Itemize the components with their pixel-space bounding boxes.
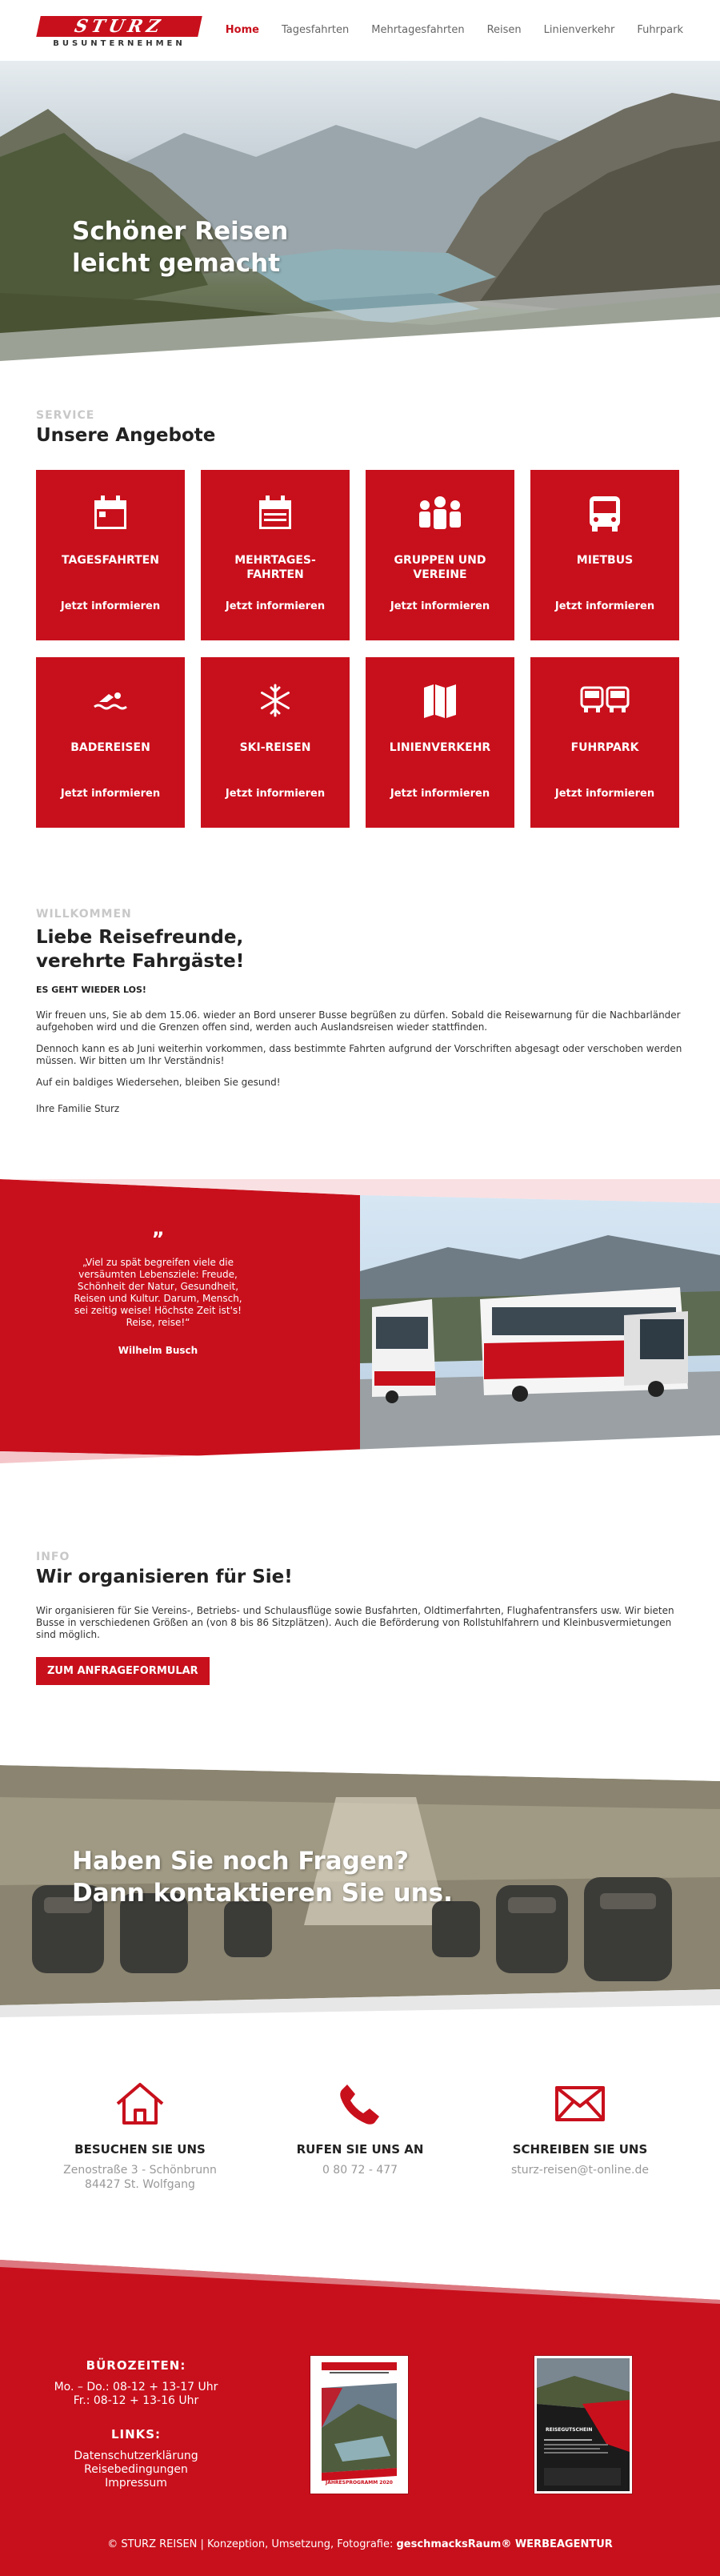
footer-edge — [0, 2256, 720, 2304]
hero-title — [72, 215, 288, 279]
service-card-fuhrpark[interactable] — [530, 657, 679, 828]
welcome-title-line-2: verehrte Fahrgäste! — [36, 951, 245, 972]
quote-text: „Viel zu spät begreifen viele die versäumten Lebensziele: Freude, Schönheit der Natur, Gesundheit, Reisen und Kultur. Darum, Mensch, sei zeitig weise! Höchste Zeit ist's! Reise, reise!“ — [74, 1257, 242, 1328]
map-icon — [366, 683, 514, 721]
hero-title-line-2: leicht gemacht — [72, 249, 281, 278]
office-hours-line-1: Mo. – Do.: 08-12 + 13-17 Uhr — [54, 2381, 218, 2393]
welcome-title-line-1: Liebe Reisefreunde, — [36, 927, 244, 948]
contact-banner-title — [72, 1845, 453, 1909]
links-title: LINKS: — [110, 2427, 162, 2442]
nav-home[interactable]: Home — [225, 24, 259, 36]
buses-icon — [530, 683, 679, 721]
brochure-caption: JAHRESPROGRAMM 2020 — [326, 2480, 393, 2486]
service-card-title: LINIENVERKEHR — [389, 741, 491, 754]
welcome-paragraph-1: Wir freuen uns, Sie ab dem 15.06. wieder an Bord unserer Busse begrüßen zu dürfen. Sobald die Reisewarnung für die Nachbarländer aufgehoben wird und die Grenzen offen sind, werden auch Auslandsreisen wieder stattfinden. — [36, 1009, 681, 1033]
service-card-mietbus[interactable] — [530, 470, 679, 640]
info-section — [0, 1483, 720, 1685]
nav-mehrtagesfahrten[interactable]: Mehrtagesfahrten — [371, 24, 465, 36]
services-title: Unsere Angebote — [36, 425, 216, 446]
logo[interactable] — [38, 16, 200, 48]
bus-icon — [530, 496, 679, 534]
quote-mark-icon: ” — [151, 1228, 165, 1250]
mountain-lake-image — [0, 61, 720, 361]
home-icon — [36, 2080, 244, 2128]
services-kicker: SERVICE — [36, 409, 95, 422]
service-card-link[interactable]: Jetzt informieren — [554, 788, 655, 800]
calendar-icon — [36, 496, 185, 534]
footer-info — [48, 2358, 224, 2490]
office-hours-line-2: Fr.: 08-12 + 13-16 Uhr — [73, 2394, 199, 2407]
service-card-link[interactable]: Jetzt informieren — [60, 788, 161, 800]
service-card-title: TAGESFAHRTEN — [62, 554, 159, 567]
welcome-section — [0, 828, 720, 1115]
contact-visit — [36, 2080, 244, 2192]
group-icon — [366, 496, 514, 534]
contact-call-title: RUFEN SIE UNS AN — [296, 2142, 424, 2157]
voucher-title: REISEGUTSCHEIN — [546, 2427, 593, 2433]
info-kicker: INFO — [36, 1551, 70, 1563]
mail-icon — [476, 2080, 684, 2128]
logo-wordmark: STURZ — [36, 16, 202, 37]
contact-call — [256, 2080, 464, 2192]
info-title: Wir organisieren für Sie! — [36, 1567, 293, 1587]
service-card-title: FUHRPARK — [570, 741, 639, 754]
service-card-title: SKI-REISEN — [239, 741, 311, 754]
service-card-link[interactable]: Jetzt informieren — [390, 788, 490, 800]
contact-banner — [0, 1765, 720, 2025]
service-card-ski-reisen[interactable] — [201, 657, 350, 828]
welcome-kicker: WILLKOMMEN — [36, 908, 132, 921]
welcome-paragraph-3: Auf ein baldiges Wiedersehen, bleiben Sie gesund! — [36, 1077, 281, 1088]
services-section — [0, 361, 720, 828]
quote-banner — [0, 1179, 720, 1483]
contact-banner-line-2: Dann kontaktieren Sie uns. — [72, 1879, 453, 1908]
link-reisebedingungen[interactable]: Reisebedingungen — [84, 2463, 188, 2476]
info-text: Wir organisieren für Sie Vereins-, Betriebs- und Schulausflüge sowie Busfahrten, Oldtimerfahrten, Flughafentransfers usw. Wir bieten Busse in verschiedenen Größen an (von 8 bis 86 Sitzplätzen). Auch die Beförderung von Rollstuhlfahrern und Kleinbusvermietungen sind möglich. — [36, 1605, 674, 1640]
service-card-mehrtagesfahrten[interactable] — [201, 470, 350, 640]
brochure-jahresprogramm[interactable] — [310, 2356, 408, 2494]
link-datenschutz[interactable]: Datenschutzerklärung — [74, 2450, 198, 2462]
link-impressum[interactable]: Impressum — [105, 2477, 167, 2490]
contact-email[interactable]: sturz-reisen@t-online.de — [511, 2164, 649, 2177]
contact-write-title: SCHREIBEN SIE UNS — [512, 2142, 648, 2157]
calendar-icon — [201, 496, 350, 534]
quote-block — [72, 1228, 244, 1356]
nav-linienverkehr[interactable]: Linienverkehr — [543, 24, 615, 36]
swimmer-icon — [36, 683, 185, 721]
nav-tagesfahrten[interactable]: Tagesfahrten — [281, 24, 350, 36]
welcome-subtitle: ES GEHT WIEDER LOS! — [36, 985, 146, 995]
quote-author: Wilhelm Busch — [118, 1345, 198, 1356]
agency-link[interactable]: geschmacksRaum® WERBEAGENTUR — [396, 2538, 613, 2550]
service-card-title: MEHRTAGES-FAHRTEN — [234, 554, 316, 581]
service-card-title: BADEREISEN — [70, 741, 150, 754]
contact-banner-line-1: Haben Sie noch Fragen? — [72, 1847, 409, 1876]
contact-write — [476, 2080, 684, 2192]
service-grid — [36, 470, 684, 828]
site-footer — [0, 2256, 720, 2576]
service-card-link[interactable]: Jetzt informieren — [60, 600, 161, 612]
contact-visit-title: BESUCHEN SIE UNS — [74, 2142, 206, 2157]
service-card-link[interactable]: Jetzt informieren — [225, 600, 326, 612]
logo-subtitle: BUSUNTERNEHMEN — [53, 39, 186, 48]
nav-reisen[interactable]: Reisen — [486, 24, 522, 36]
service-card-badereisen[interactable] — [36, 657, 185, 828]
inquiry-form-button[interactable]: ZUM ANFRAGEFORMULAR — [36, 1657, 210, 1685]
welcome-title — [36, 925, 684, 973]
service-card-tagesfahrten[interactable] — [36, 470, 185, 640]
hero-title-line-1: Schöner Reisen — [72, 217, 289, 246]
phone-icon — [256, 2080, 464, 2128]
service-card-linienverkehr[interactable] — [366, 657, 514, 828]
contact-address-street: Zenostraße 3 - Schönbrunn — [63, 2164, 217, 2177]
service-card-title: MIETBUS — [576, 554, 634, 567]
office-hours-title: BÜROZEITEN: — [86, 2358, 186, 2373]
contact-address-city: 84427 St. Wolfgang — [85, 2178, 195, 2191]
service-card-link[interactable]: Jetzt informieren — [554, 600, 655, 612]
footer-links — [48, 2427, 224, 2490]
copyright — [0, 2538, 720, 2550]
welcome-paragraph-2: Dennoch kann es ab Juni weiterhin vorkommen, dass bestimmte Fahrten aufgrund der Vorschriften abgesagt oder verschoben werden müssen. Wir bitten um Ihr Verständnis! — [36, 1043, 682, 1066]
service-card-gruppen[interactable] — [366, 470, 514, 640]
nav-fuhrpark[interactable]: Fuhrpark — [637, 24, 683, 36]
brochure-reisegutschein[interactable] — [534, 2356, 632, 2494]
voucher-cover-image — [534, 2356, 632, 2494]
site-header — [0, 0, 720, 61]
service-card-link[interactable]: Jetzt informieren — [390, 600, 490, 612]
snowflake-icon — [201, 683, 350, 721]
service-card-link[interactable]: Jetzt informieren — [225, 788, 326, 800]
contact-info — [0, 2080, 720, 2192]
welcome-signature: Ihre Familie Sturz — [36, 1103, 120, 1114]
hero-banner — [0, 61, 720, 361]
copyright-text: © STURZ REISEN | Konzeption, Umsetzung, Fotografie: — [107, 2538, 397, 2550]
brochure-cover-image — [310, 2356, 408, 2494]
service-card-title: GRUPPEN UND VEREINE — [394, 554, 486, 581]
main-nav — [226, 24, 683, 36]
contact-phone-number[interactable]: 0 80 72 - 477 — [322, 2164, 398, 2177]
